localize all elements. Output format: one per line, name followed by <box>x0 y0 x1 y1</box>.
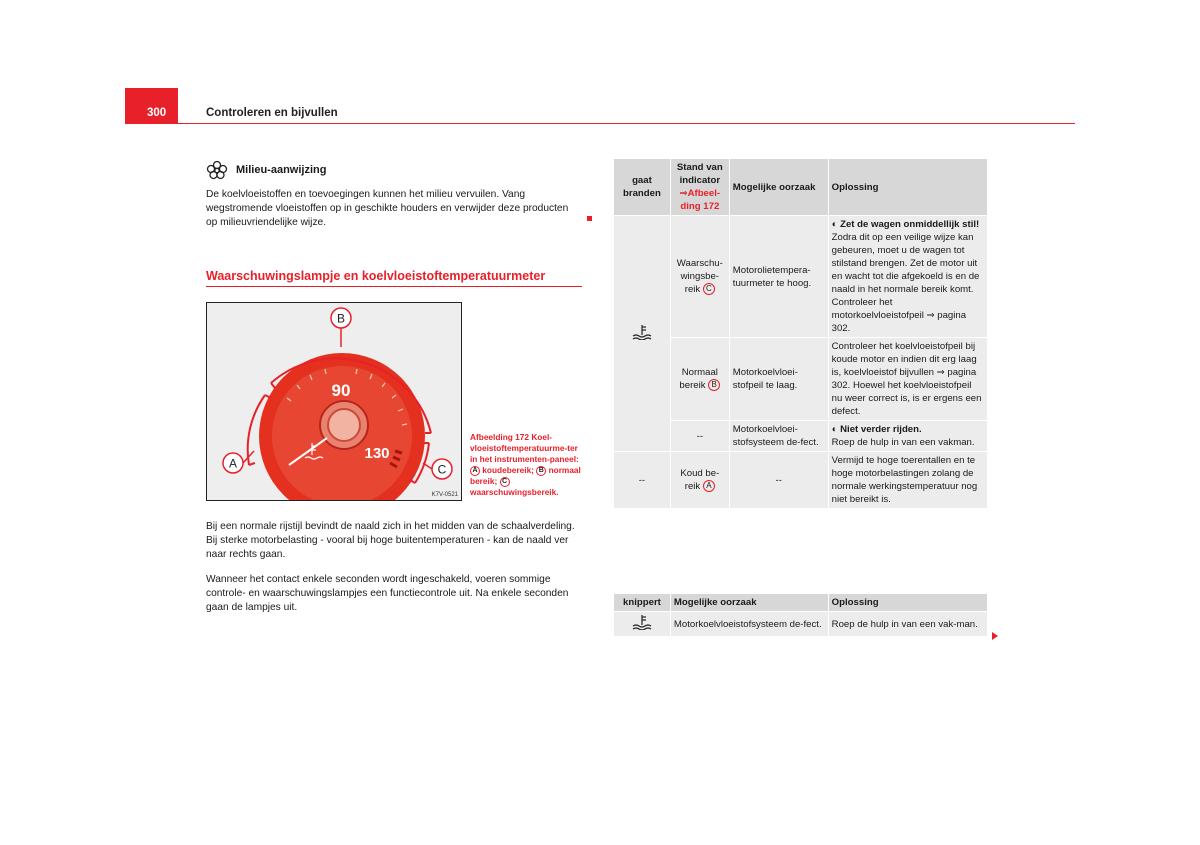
body-paragraph-2: Wanneer het contact enkele seconden wordt ingeschakeld, voeren sommige controle- en waarschuwingslampjes een functiecontrole uit. Na enkele seconden gaan de lampjes uit. <box>206 574 569 613</box>
gauge-illustration <box>207 303 462 501</box>
caption-a-text: koudebereik; <box>480 465 537 475</box>
header-cause: Mogelijke oorzaak <box>729 159 828 216</box>
caption-c-text: waarschuwingsbereik. <box>470 487 559 497</box>
cause-cell: Motorkoelvloei-stofsysteem de-fect. <box>729 421 828 452</box>
indicator-text: Koud be-reik <box>680 468 720 492</box>
cause-cell: -- <box>729 452 828 509</box>
table-row <box>614 338 988 421</box>
header-indicator-text: Stand van indicator <box>676 162 723 186</box>
warning-icon: ◐ <box>831 219 841 230</box>
gauge-figure <box>206 302 462 501</box>
cause-cell: Motorolietempera-tuurmeter te hoog. <box>729 216 828 338</box>
table-row <box>614 216 988 338</box>
figure-code: K7V-0521 <box>431 492 458 498</box>
flower-icon <box>206 160 228 180</box>
warning-icon: ◐ <box>831 424 841 435</box>
coolant-warning-icon-cell <box>614 612 671 637</box>
section-title: Waarschuwingslampje en koelvloeistoftemperatuurmeter <box>206 269 546 283</box>
environment-note-text: De koelvloeistoffen en toevoegingen kunnen het milieu vervuilen. Vang wegstromende vloeistoffen op in geschikte houders en verwijder deze producten op milieuvriendelijke wijze. <box>206 189 569 228</box>
solution-cell: Roep de hulp in van een vak-man. <box>828 612 987 637</box>
header-solution: Oplossing <box>828 159 987 216</box>
coolant-warning-icon-cell <box>614 216 671 452</box>
marker-c-label: C <box>437 462 447 477</box>
figure-link[interactable]: ⇒Afbeel-ding 172 <box>679 188 721 212</box>
environment-note-header <box>206 160 586 180</box>
environment-note-title: Milieu-aanwijzing <box>236 164 327 176</box>
gauge-label-90: 90 <box>331 381 351 400</box>
indicator-marker-c: C <box>703 283 715 295</box>
table-header-row <box>614 594 988 612</box>
gauge-label-130: 130 <box>364 445 390 462</box>
cause-cell: Motorkoelvloei-stofpeil te laag. <box>729 338 828 421</box>
indicator-cell <box>670 338 729 421</box>
indicator-cell <box>670 216 729 338</box>
solution-bold-text: Niet verder rijden. <box>840 424 922 435</box>
caption-b-text: normaal bereik; <box>470 465 581 486</box>
indicator-cell: -- <box>670 421 729 452</box>
header-gaat-branden: gaat branden <box>614 159 671 216</box>
environment-note <box>206 160 586 230</box>
caption-marker-c: C <box>500 477 510 487</box>
header-rule <box>178 123 1075 124</box>
solution-bold-text: Zet de wagen onmiddellijk stil! <box>840 219 980 230</box>
marker-a-label: A <box>228 456 238 471</box>
solution-bold <box>832 219 980 230</box>
header-solution: Oplossing <box>828 594 987 612</box>
table-row <box>614 421 988 452</box>
marker-b-label: B <box>336 311 346 326</box>
body-paragraph-1: Bij een normale rijstijl bevindt de naald zich in het midden van de schaalverdeling. Bij sterke motorbelasting - vooral bij hoge buitentemperaturen - kan de naald ver naar rechts gaan. <box>206 521 575 560</box>
section-rule <box>206 286 582 287</box>
solution-text: Roep de hulp in van een vakman. <box>831 437 975 448</box>
section-header-title: Controleren en bijvullen <box>206 107 338 119</box>
cause-cell: Motorkoelvloeistofsysteem de-fect. <box>670 612 828 637</box>
solution-cell <box>828 216 987 338</box>
indicator-text: Waarschu-wingsbe-reik <box>676 258 723 295</box>
table-header-row <box>614 159 988 216</box>
indicator-cell <box>670 452 729 509</box>
solution-bold <box>832 424 922 435</box>
coolant-temp-icon <box>631 324 653 340</box>
figure-caption <box>470 432 582 498</box>
end-marker <box>587 216 592 221</box>
table-row <box>614 452 988 509</box>
flashing-light-table <box>613 593 988 637</box>
page-number: 300 <box>125 88 178 124</box>
caption-marker-b: B <box>536 466 546 476</box>
gauge-hub-center <box>328 409 360 441</box>
coolant-temp-icon <box>631 614 653 630</box>
indicator-text: Normaal bereik <box>679 367 718 391</box>
solution-cell <box>828 421 987 452</box>
table-row <box>614 612 988 637</box>
dash-cell: -- <box>614 452 671 509</box>
continue-arrow-icon <box>992 632 998 640</box>
warning-light-table <box>613 158 988 509</box>
header-cause: Mogelijke oorzaak <box>670 594 828 612</box>
solution-cell: Controleer het koelvloeistofpeil bij koude motor en indien dit erg laag is, koelvloeistof bijvullen ⇒ pagina 302. Hoewel het koelvloeistofpeil nu weer correct is, is er ergens een defect. <box>828 338 987 421</box>
header-knippert: knippert <box>614 594 671 612</box>
header-indicator <box>670 159 729 216</box>
indicator-marker-b: B <box>708 379 720 391</box>
indicator-marker-a: A <box>703 480 715 492</box>
solution-cell: Vermijd te hoge toerentallen en te hoge motorbelastingen zolang de normale werkingstemperatuur nog niet bereikt is. <box>828 452 987 509</box>
caption-marker-a: A <box>470 466 480 476</box>
caption-intro: Afbeelding 172 Koel-vloeistoftemperatuurme-ter in het instrumenten-paneel: <box>470 432 579 464</box>
solution-text: Zodra dit op een veilige wijze kan gebeuren, moet u de wagen tot stilstand brengen. Zet de motor uit en wacht tot die afgekoeld is en de naald in het normale bereik komt. Controleer het motorkoelvloeistofpeil ⇒ pagina 302. <box>831 232 980 334</box>
